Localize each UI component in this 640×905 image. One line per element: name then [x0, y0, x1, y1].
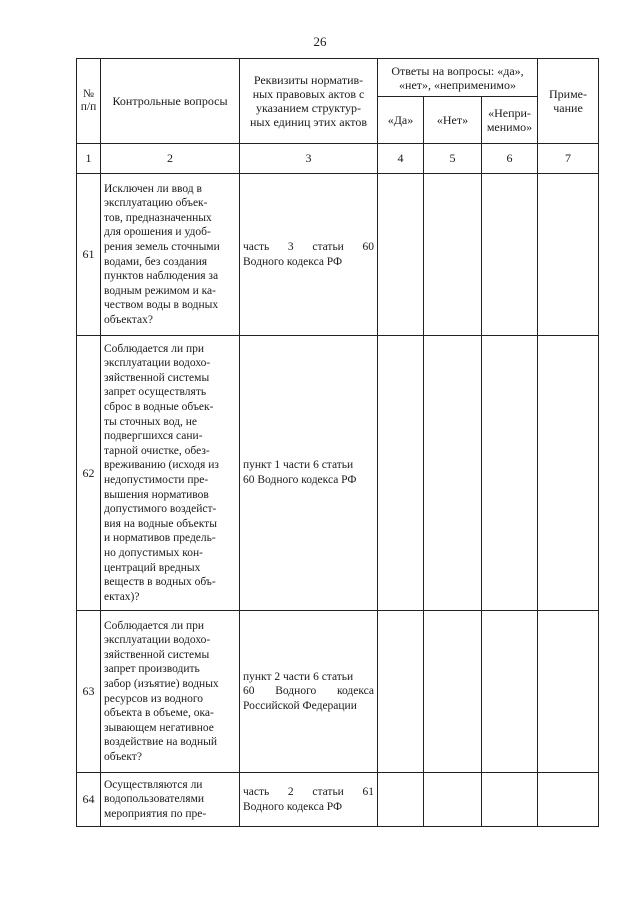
- column-index: 7: [538, 144, 599, 174]
- row-number: 62: [77, 336, 101, 611]
- header-answers-line-1: Ответы на вопросы: «да»,: [391, 63, 524, 78]
- reference-line: часть 3 статьи 60: [243, 240, 374, 253]
- question-line: и нормативов предель-: [104, 532, 216, 545]
- header-note: [538, 59, 599, 144]
- reference-line: пункт 2 части 6 статьи: [243, 670, 354, 683]
- question-line: воздействие на водный: [104, 736, 218, 749]
- note-cell[interactable]: [538, 174, 599, 336]
- header-questions: Контрольные вопросы: [101, 59, 240, 144]
- column-index: 5: [424, 144, 482, 174]
- table-row: [77, 611, 599, 773]
- question-cell: [101, 773, 240, 827]
- note-cell[interactable]: [538, 773, 599, 827]
- question-line: вреживанию (исходя из: [104, 459, 219, 472]
- question-line: ты сточных вод, не: [104, 415, 197, 428]
- table-row: [77, 174, 599, 336]
- question-line: для орошения и удоб-: [104, 226, 211, 239]
- row-number: 63: [77, 611, 101, 773]
- answer-no-cell[interactable]: [424, 336, 482, 611]
- question-line: запрет осуществлять: [104, 386, 207, 399]
- reference-cell: [240, 773, 378, 827]
- question-line: объекта в объеме, ока-: [104, 707, 214, 720]
- question-line: водопользователями: [104, 793, 205, 806]
- table-row: [77, 336, 599, 611]
- answer-no-cell[interactable]: [424, 611, 482, 773]
- answer-na-cell[interactable]: [482, 611, 538, 773]
- header-number-line-1: №: [83, 88, 94, 100]
- question-line: Соблюдается ли при: [104, 619, 205, 632]
- reference-cell: [240, 336, 378, 611]
- question-line: тов, предназначенных: [104, 211, 212, 224]
- question-line: забор (изъятие) водных: [104, 677, 219, 690]
- header-row: [77, 59, 599, 97]
- question-line: веществ в водных объ-: [104, 576, 216, 589]
- header-answers: [378, 59, 538, 97]
- header-not-applicable: [482, 97, 538, 144]
- header-number-line-2: п/п: [80, 101, 97, 113]
- reference-line: часть 2 статьи 61: [243, 785, 374, 798]
- answer-yes-cell[interactable]: [378, 174, 424, 336]
- question-line: запрет производить: [104, 663, 200, 676]
- row-number: 61: [77, 174, 101, 336]
- question-line: эксплуатации водохо-: [104, 357, 211, 370]
- answer-yes-cell[interactable]: [378, 336, 424, 611]
- question-line: Соблюдается ли при: [104, 342, 205, 355]
- checklist-table: [76, 58, 599, 827]
- question-line: но допустимых кон-: [104, 546, 203, 559]
- header-requisites-line-2: ных правовых актов с: [252, 87, 365, 101]
- answer-yes-cell[interactable]: [378, 611, 424, 773]
- header-note-line-1: Приме-: [548, 87, 587, 101]
- question-line: Исключен ли ввод в: [104, 182, 202, 195]
- question-line: объект?: [104, 750, 142, 763]
- reference-cell: [240, 611, 378, 773]
- question-line: ресурсов из водного: [104, 692, 204, 705]
- question-line: зывающем негативное: [104, 721, 214, 734]
- reference-line: Водного кодекса РФ: [243, 255, 343, 268]
- question-line: вия на водные объекты: [104, 517, 217, 530]
- column-index: 6: [482, 144, 538, 174]
- question-line: мероприятия по пре-: [104, 807, 207, 820]
- table-row: [77, 773, 599, 827]
- header-answers-line-2: «нет», «неприменимо»: [399, 77, 516, 92]
- header-na-line-1: «Непри-: [488, 106, 531, 120]
- question-cell: [101, 174, 240, 336]
- reference-line: пункт 1 части 6 статьи: [243, 459, 354, 472]
- question-line: объектах?: [104, 313, 153, 326]
- column-index: 2: [101, 144, 240, 174]
- question-line: вышения нормативов: [104, 488, 209, 501]
- column-index-row: [77, 144, 599, 174]
- question-line: зяйственной системы: [104, 648, 210, 661]
- answer-na-cell[interactable]: [482, 773, 538, 827]
- question-line: рения земель сточными: [104, 240, 220, 253]
- column-index: 1: [77, 144, 101, 174]
- header-no: «Нет»: [424, 97, 482, 144]
- reference-cell: [240, 174, 378, 336]
- question-line: центраций вредных: [104, 561, 201, 574]
- reference-line: 60 Водного кодекса РФ: [243, 474, 357, 486]
- question-line: сброс в водные объек-: [104, 401, 214, 414]
- question-line: эксплуатации водохо-: [104, 634, 211, 647]
- row-number: 64: [77, 773, 101, 827]
- answer-no-cell[interactable]: [424, 773, 482, 827]
- header-requisites-line-4: ных единиц этих актов: [249, 115, 367, 129]
- answer-na-cell[interactable]: [482, 336, 538, 611]
- column-index: 3: [240, 144, 378, 174]
- question-cell: [101, 336, 240, 611]
- question-line: чеством воды в водных: [104, 299, 219, 312]
- page-number: 26: [313, 34, 327, 49]
- question-line: водами, без создания: [104, 255, 208, 268]
- header-requisites: [240, 59, 378, 144]
- answer-yes-cell[interactable]: [378, 773, 424, 827]
- header-requisites-line-3: указанием структур-: [255, 101, 362, 115]
- question-line: недопустимости пре-: [104, 474, 209, 486]
- question-line: тарной очистке, обез-: [104, 444, 210, 457]
- question-line: ектах)?: [104, 590, 140, 603]
- reference-line: Водного кодекса РФ: [243, 800, 343, 813]
- header-number: [77, 59, 101, 144]
- question-line: эксплуатацию объек-: [104, 197, 208, 210]
- reference-line: Российской Федерации: [243, 699, 357, 712]
- answer-na-cell[interactable]: [482, 174, 538, 336]
- question-cell: [101, 611, 240, 773]
- question-line: пунктов наблюдения за: [104, 270, 219, 283]
- question-line: допустимого воздейст-: [104, 503, 217, 516]
- header-yes: «Да»: [378, 97, 424, 144]
- question-line: Осуществляются ли: [104, 778, 203, 791]
- question-line: зяйственной системы: [104, 371, 210, 384]
- column-index: 4: [378, 144, 424, 174]
- header-na-line-2: менимо»: [486, 120, 533, 134]
- reference-line: 60 Водного кодекса: [243, 685, 374, 698]
- header-note-line-2: чание: [553, 101, 583, 115]
- question-line: подвергшихся сани-: [104, 430, 203, 443]
- note-cell[interactable]: [538, 611, 599, 773]
- answer-no-cell[interactable]: [424, 174, 482, 336]
- question-line: водным режимом и ка-: [104, 284, 216, 297]
- header-requisites-line-1: Реквизиты норматив-: [253, 73, 364, 87]
- note-cell[interactable]: [538, 336, 599, 611]
